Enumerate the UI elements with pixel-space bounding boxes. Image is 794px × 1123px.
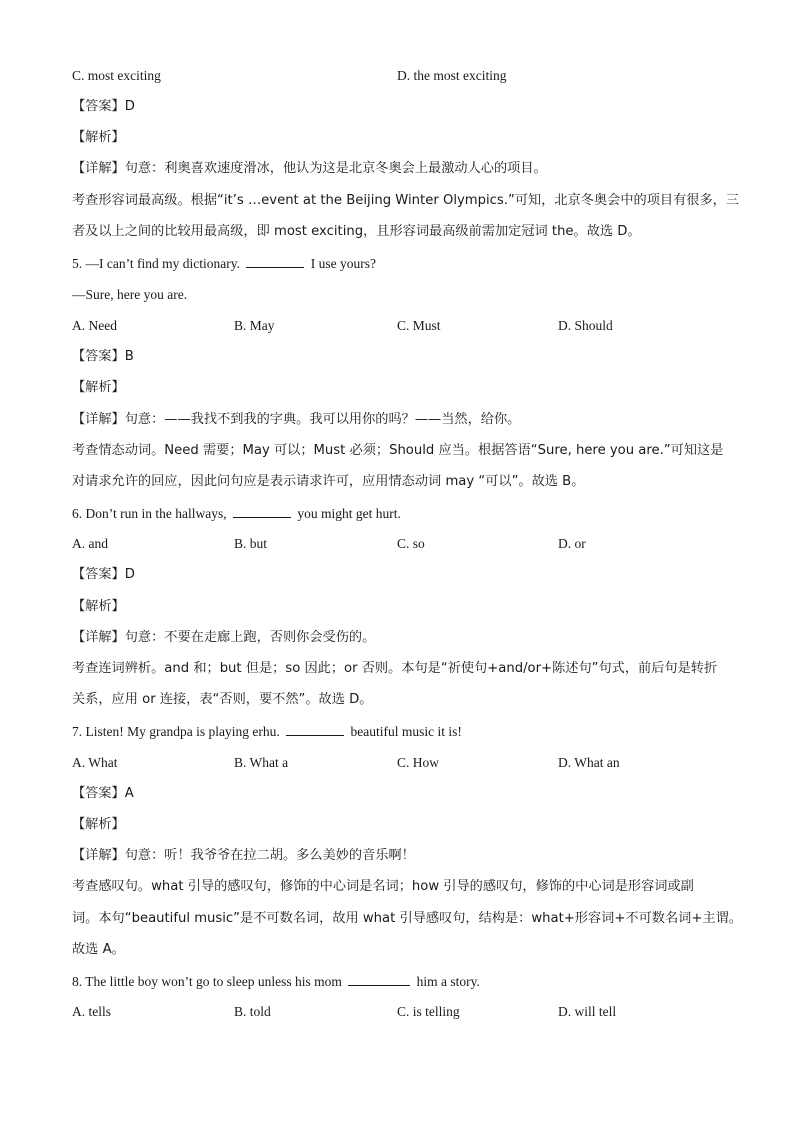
q6-option-d: D. or [558,536,586,551]
q5-analysis-label: 【解析】 [72,380,125,395]
q8-blank [348,972,410,986]
q4-option-c: C. most exciting [72,68,161,83]
q7-analysis-label: 【解析】 [72,817,125,832]
q5-option-b: B. May [234,318,275,333]
q5-explain-2: 对请求允许的回应，因此问句应是表示请求许可，应用情态动词 may “可以”。故选 B。 [72,474,585,489]
q8-option-a: A. tells [72,1004,111,1019]
q5-answer: 【答案】B [72,349,134,364]
q6-answer: 【答案】D [72,567,135,582]
q7-stem-post: beautiful music it is! [347,724,462,739]
q6-option-c: C. so [397,536,425,551]
q7-option-b: B. What a [234,755,289,770]
q8-option-b: B. told [234,1004,271,1019]
q7-detail: 【详解】句意：听！我爷爷在拉二胡。多么美妙的音乐啊！ [72,848,415,863]
q7-blank [286,722,344,736]
q8-stem-post: him a story. [413,974,480,989]
q7-explain-1: 考查感叹句。what 引导的感叹句，修饰的中心词是名词；how 引导的感叹句，修饰的中心词是形容词或副 [72,879,694,894]
q6-stem-pre: 6. Don’t run in the hallways, [72,506,230,521]
q8-option-d: D. will tell [558,1004,617,1019]
q7-explain-3: 故选 A。 [72,942,125,957]
q5-detail: 【详解】句意：——我找不到我的字典。我可以用你的吗？——当然，给你。 [72,412,521,427]
q7-answer: 【答案】A [72,786,134,801]
q6-explain-1: 考查连词辨析。and 和；but 但是；so 因此；or 否则。本句是“祈使句+and/or+陈述句”句式，前后句是转折 [72,661,718,676]
q5-blank [246,254,304,268]
q8-stem [72,972,480,991]
q8-stem-pre: 8. The little boy won’t go to sleep unless his mom [72,974,346,989]
q6-stem-post: you might get hurt. [293,506,401,521]
q5-explain-1: 考查情态动词。Need 需要；May 可以；Must 必须；Should 应当。根据答语“Sure, here you are.”可知这是 [72,443,724,458]
q7-option-d: D. What an [558,755,620,770]
q6-explain-2: 关系，应用 or 连接，表“否则，要不然”。故选 D。 [72,692,373,707]
q4-explain-1: 考查形容词最高级。根据“it’s …event at the Beijing Winter Olympics.”可知，北京冬奥会中的项目有很多，三 [72,193,740,208]
q5-option-c: C. Must [397,318,441,333]
q5-stem-pre: 5. —I can’t find my dictionary. [72,256,244,271]
q6-blank [233,504,291,518]
q5-stem [72,254,376,273]
q7-stem [72,722,462,741]
q5-reply: —Sure, here you are. [72,287,188,302]
q7-option-c: C. How [397,755,440,770]
q5-option-a: A. Need [72,318,117,333]
q4-answer: 【答案】D [72,99,135,114]
q8-option-c: C. is telling [397,1004,460,1019]
q7-option-a: A. What [72,755,118,770]
q4-analysis-label: 【解析】 [72,130,125,145]
q5-stem-post: I use yours? [307,256,376,271]
q7-explain-2: 词。本句“beautiful music”是不可数名词，故用 what 引导感叹句，结构是：what+形容词+不可数名词+主谓。 [72,911,742,926]
q4-option-d: D. the most exciting [397,68,507,83]
q5-option-d: D. Should [558,318,613,333]
q4-detail: 【详解】句意：利奥喜欢速度滑冰，他认为这是北京冬奥会上最激动人心的项目。 [72,161,547,176]
q6-stem [72,504,401,523]
q6-option-a: A. and [72,536,108,551]
q6-detail: 【详解】句意：不要在走廊上跑，否则你会受伤的。 [72,630,376,645]
q4-explain-2: 者及以上之间的比较用最高级，即 most exciting，且形容词最高级前需加定冠词 the。故选 D。 [72,224,641,239]
q6-analysis-label: 【解析】 [72,599,125,614]
q7-stem-pre: 7. Listen! My grandpa is playing erhu. [72,724,284,739]
q6-option-b: B. but [234,536,268,551]
